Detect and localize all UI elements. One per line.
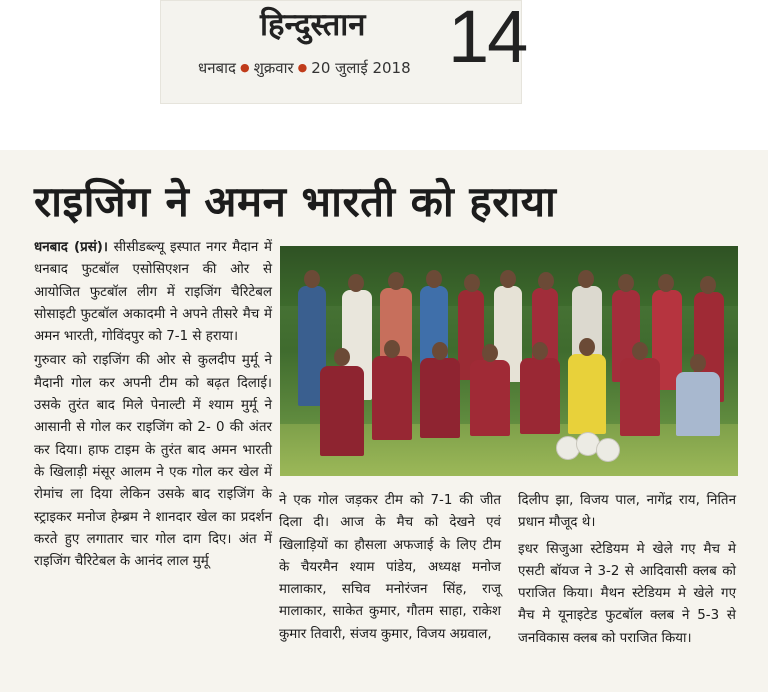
separator-dot: ● <box>239 61 250 74</box>
head <box>578 270 594 288</box>
head <box>658 274 674 292</box>
player <box>676 372 720 436</box>
masthead <box>160 0 527 104</box>
player <box>620 358 660 436</box>
article-paragraph: दिलीप झा, विजय पाल, नागेंद्र राय, नितिन प्रधान मौजूद थे। <box>518 493 736 531</box>
head <box>432 342 448 360</box>
head <box>348 274 364 292</box>
page-number: 14 <box>448 0 527 78</box>
article-column-1 <box>34 237 272 573</box>
head <box>700 276 716 294</box>
day: शुक्रवार <box>253 59 294 77</box>
head <box>464 274 480 292</box>
article-column-2: ने एक गोल जड़कर टीम को 7-1 की जीत दिला दी। आज के मैच को देखने एवं खिलाड़ियों का हौसला अफजाई के लिए टीम के चैयरमैन श्याम पांडेय, अध्यक्ष मनोज मालाकार, सचिव मनोरंजन सिंह, राजू मालाकार, साकेत कुमार, गौतम साहा, राकेश कुमार तिवारी, संजय कुमार, विजय अग्रवाल, <box>279 493 501 642</box>
newspaper-name: हिन्दुस्तान <box>260 7 366 43</box>
head <box>532 342 548 360</box>
head <box>304 270 320 288</box>
city: धनबाद <box>198 59 236 77</box>
dateline: धनबाद (प्रसं)। <box>34 240 108 255</box>
article-column-3 <box>518 490 736 650</box>
head <box>632 342 648 360</box>
team-photo <box>280 246 738 476</box>
head <box>500 270 516 288</box>
football <box>596 438 620 462</box>
separator-dot: ● <box>297 61 308 74</box>
masthead-dateline <box>198 58 411 78</box>
head <box>388 272 404 290</box>
head <box>579 338 595 356</box>
article-paragraph: गुरुवार को राइजिंग की ओर से कुलदीप मुर्मू ने मैदानी गोल कर अपनी टीम को बढ़त दिलाई। उसके तुरंत बाद मिले पेनाल्टी में श्याम मुर्मू ने आसानी से गोल कर राइजिंग को 2- 0 की अंतर कर दिया। हाफ टाइम के तुरंत बाद अमन भारती के खिलाड़ी मंसूर आलम ने एक गोल कर खेल में रोमांच ला दिया लेकिन उसके बाद राइजिंग के स्ट्राइकर मनोज हेम्ब्रम ने शानदार खेल का प्रदर्शन करते हुए लगातार चार गोल दाग दिए। अंत में राइजिंग चैरिटेबल के आनंद लाल मुर्मू <box>34 353 272 570</box>
head <box>538 272 554 290</box>
player <box>372 356 412 440</box>
head <box>690 354 706 372</box>
article-paragraph: इधर सिजुआ स्टेडियम मे खेले गए मैच मे एसटी बॉयज ने 3-2 से आदिवासी क्लब को पराजित किया। मैथन स्टेडियम मे खेले गए मैच मे यूनाइटेड फुटबॉल क्लब ने 5-3 से जनविकास क्लब को पराजित किया। <box>518 541 736 646</box>
head <box>334 348 350 366</box>
head <box>618 274 634 292</box>
head <box>482 344 498 362</box>
player <box>320 366 364 456</box>
player <box>470 360 510 436</box>
player <box>520 358 560 434</box>
article-headline: राइजिंग ने अमन भारती को हराया <box>34 177 557 226</box>
goalkeeper <box>568 354 606 434</box>
player <box>420 358 460 438</box>
head <box>426 270 442 288</box>
date: 20 जुलाई 2018 <box>311 59 411 77</box>
article-paragraph: धनबाद (प्रसं)। सीसीडब्ल्यू इस्पात नगर मैदान में धनबाद फुटबॉल एसोसिएशन की ओर से आयोजित फुटबॉल लीग में राइजिंग चैरिटेबल सोसाइटी फुटबॉल अकादमी ने अपने तीसरे मैच में अमन भारती, गोविंदपुर को 7-1 से हराया। <box>34 240 272 345</box>
head <box>384 340 400 358</box>
